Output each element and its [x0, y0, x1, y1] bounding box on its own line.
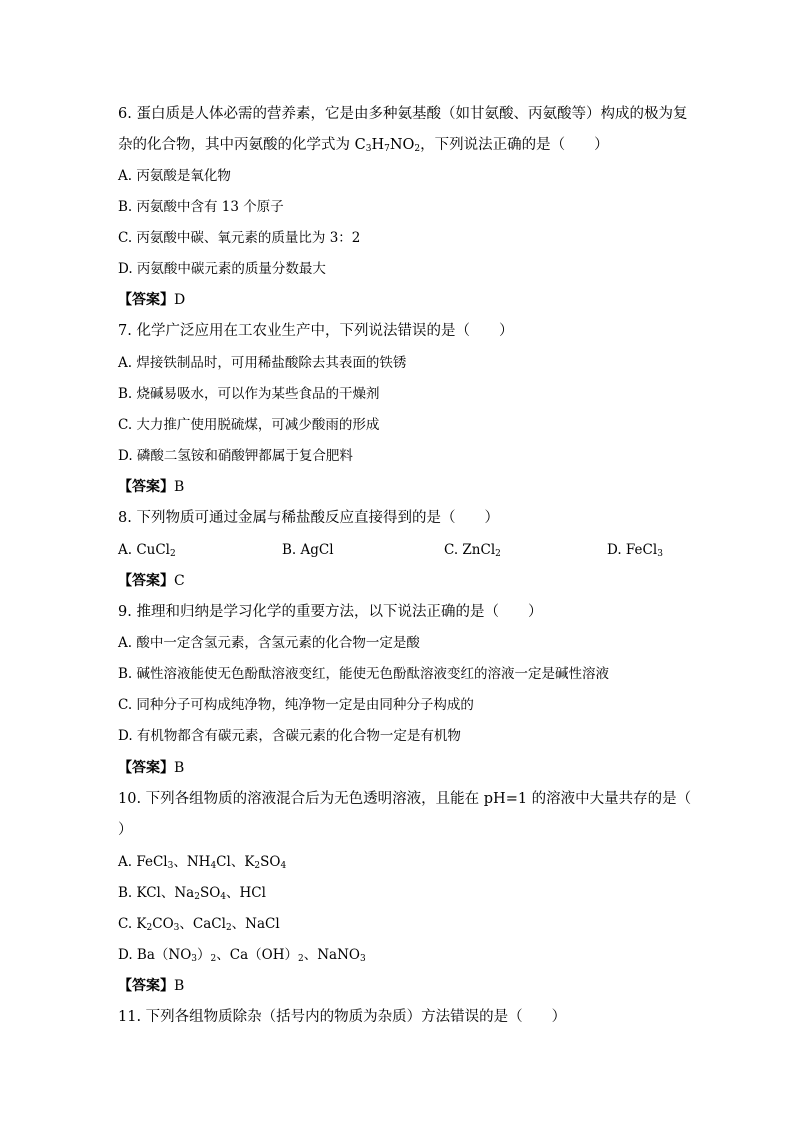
q6-answer: 【答案】D — [118, 292, 186, 308]
q6-option-d: D. 丙氨酸中碳元素的质量分数最大 — [118, 261, 326, 277]
q8-answer: 【答案】C — [118, 573, 185, 589]
q6-stem-line2: 杂的化合物，其中丙氨酸的化学式为 $C_3H_7NO_2$，下列说法正确的是（ ） — [118, 137, 609, 154]
q9-answer: 【答案】B — [118, 760, 185, 776]
q9-stem: 9. 推理和归纳是学习化学的重要方法，以下说法正确的是（ ） — [118, 604, 543, 620]
q7-stem: 7. 化学广泛应用在工农业生产中，下列说法错误的是（ ） — [118, 323, 514, 339]
q10-stem-line1: 10. 下列各组物质的溶液混合后为无色透明溶液，且能在 pH=1 的溶液中大量共存的是（ — [118, 791, 692, 807]
q7-option-b: B. 烧碱易吸水，可以作为某些食品的干燥剂 — [118, 386, 380, 402]
q10-stem-line2: ） — [118, 822, 133, 838]
q8-option-a: A. CuCl$_2$ — [118, 542, 176, 559]
q11-stem: 11. 下列各组物质除杂（括号内的物质为杂质）方法错误的是（ ） — [118, 1009, 567, 1025]
q8-option-b: B. AgCl — [282, 542, 334, 558]
q7-answer: 【答案】B — [118, 479, 185, 495]
q9-option-d: D. 有机物都含有碳元素，含碳元素的化合物一定是有机物 — [118, 728, 461, 744]
q6-option-c: C. 丙氨酸中碳、氧元素的质量比为 3：2 — [118, 230, 361, 246]
q9-option-c: C. 同种分子可构成纯净物，纯净物一定是由同种分子构成的 — [118, 697, 474, 713]
q9-option-b: B. 碱性溶液能使无色酚酞溶液变红，能使无色酚酞溶液变红的溶液一定是碱性溶液 — [118, 666, 610, 682]
q7-option-c: C. 大力推广使用脱硫煤，可减少酸雨的形成 — [118, 417, 380, 433]
q6-option-a: A. 丙氨酸是氧化物 — [118, 168, 231, 184]
q10-option-c: C. $K_2CO_3$、CaCl$_2$、NaCl — [118, 916, 280, 933]
q8-option-c: C. ZnCl$_2$ — [444, 542, 501, 559]
q8-option-d: D. FeCl$_3$ — [607, 542, 663, 559]
q10-option-b: B. KCl、$Na_2SO_4$、HCl — [118, 885, 266, 902]
q10-option-d: D. $Ba(NO_3)_2$、$Ca(OH)_2$、NaNO$_3$ — [118, 947, 366, 964]
q6-stem-line1: 6. 蛋白质是人体必需的营养素，它是由多种氨基酸（如甘氨酸、丙氨酸等）构成的极为复 — [118, 106, 688, 122]
q10-option-a: A. FeCl$_3$、$NH_4Cl$、$K_2SO_4$ — [118, 854, 287, 871]
q6-option-b: B. 丙氨酸中含有 13 个原子 — [118, 199, 284, 215]
q7-option-a: A. 焊接铁制品时，可用稀盐酸除去其表面的铁锈 — [118, 355, 407, 371]
q7-option-d: D. 磷酸二氢铵和硝酸钾都属于复合肥料 — [118, 448, 353, 464]
q10-answer: 【答案】B — [118, 978, 185, 994]
q8-stem: 8. 下列物质可通过金属与稀盐酸反应直接得到的是（ ） — [118, 510, 499, 526]
q9-option-a: A. 酸中一定含氢元素，含氢元素的化合物一定是酸 — [118, 635, 420, 651]
